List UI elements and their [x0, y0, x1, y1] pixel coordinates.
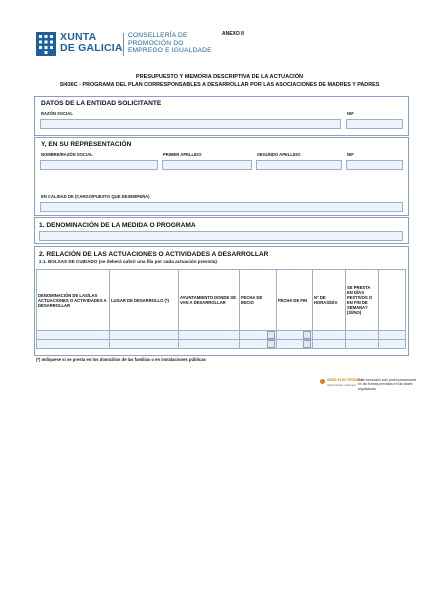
sede-electronica-stamp — [320, 378, 420, 392]
xunta-logo — [36, 32, 221, 58]
rep-capacity-input[interactable] — [40, 202, 403, 212]
row1-fecha-fin-input[interactable] — [277, 331, 313, 340]
row2-denominacion-input[interactable] — [37, 340, 110, 349]
stamp-url[interactable]: https://sede.xunta.gal — [327, 383, 356, 387]
measure-section-title: 1. DENOMINACIÓN DE LA MEDIDA O PROGRAMA — [39, 222, 196, 229]
table-row — [37, 331, 406, 340]
dept-line-3: EMPREGO E IGUALDADE — [128, 47, 212, 55]
row2-fecha-inicio-input[interactable] — [240, 340, 277, 349]
rep-capacity-label: EN CALIDAD DE (CARGO/PUESTO QUE DESEMPEÑA) — [41, 194, 150, 199]
logo-divider — [123, 33, 124, 56]
stamp-notice: Este formulario sólo podrá presentarse en las formas previstas en las bases reguladoras — [358, 378, 417, 391]
dept-line-2: PROMOCIÓN DO — [128, 39, 184, 47]
activities-header-row — [37, 270, 406, 331]
representation-section — [34, 137, 409, 216]
col-ayuntamiento: AYUNTAMIENTO DONDE SE VAN A DESARROLLAR — [179, 270, 240, 331]
calendar-icon[interactable] — [267, 331, 275, 339]
rep-surname2-label: SEGUNDO APELLIDO — [257, 152, 301, 157]
measure-section — [34, 217, 409, 244]
logo-line-1: XUNTA — [60, 31, 97, 43]
row1-extra — [379, 331, 406, 340]
rep-name-input[interactable] — [40, 160, 158, 170]
annex-label: ANEXO II — [222, 31, 244, 37]
row2-ayuntamiento-input[interactable] — [179, 340, 240, 349]
razon-social-input[interactable] — [40, 119, 341, 129]
rep-nif-input[interactable] — [346, 160, 403, 170]
activities-footnote: (*) Indíquese si se presta en los domicilios de las familias o en instalaciones públicas — [36, 357, 206, 362]
activities-subtitle-bold: 2.1. BOLSAS DE CUIDADO — [39, 259, 98, 264]
rep-name-label: NOMBRE/RAZÓN SOCIAL — [41, 152, 93, 157]
sede-seal-icon — [320, 379, 325, 384]
row1-horas-input[interactable] — [313, 331, 346, 340]
rep-surname2-input[interactable] — [256, 160, 342, 170]
col-denominacion: DENOMINACIÓN DE LAS/LAS ACTUACIONES O ACTIVIDADES A DESARROLLAR — [37, 270, 110, 331]
row1-festivos-input[interactable] — [346, 331, 379, 340]
row2-festivos-input[interactable] — [346, 340, 379, 349]
col-extra — [379, 270, 406, 331]
col-fecha-inicio: FECHA DE INICIO — [240, 270, 277, 331]
department-name — [128, 32, 212, 55]
rep-nif-label: NIF — [347, 152, 354, 157]
row2-extra — [379, 340, 406, 349]
table-row — [37, 340, 406, 349]
dept-line-1: CONSELLERÍA DE — [128, 32, 188, 39]
row1-ayuntamiento-input[interactable] — [179, 331, 240, 340]
activities-section-title: 2. RELACIÓN DE LAS ACTUACIONES O ACTIVIDADES A DESARROLLAR — [39, 251, 269, 258]
activities-table — [36, 269, 406, 349]
xunta-emblem-icon — [36, 32, 56, 56]
applicant-nif-input[interactable] — [346, 119, 403, 129]
row1-lugar-input[interactable] — [110, 331, 179, 340]
logo-wordmark — [60, 32, 123, 54]
row2-fecha-fin-input[interactable] — [277, 340, 313, 349]
col-horas-dia: Nº DE HORAS/DÍA — [313, 270, 346, 331]
col-fecha-fin: FECHA DE FIN — [277, 270, 313, 331]
applicant-nif-label: NIF — [347, 111, 354, 116]
activities-subtitle-note: (se deberá cubrir una fila por cada actuación prevista) — [98, 259, 217, 264]
col-festivos: SE PRESTA EN DÍAS FESTIVOS O EN FIN DE SEMANA? (SÍ/NO) — [346, 270, 379, 331]
applicant-section-title: DATOS DE LA ENTIDAD SOLICITANTE — [41, 100, 162, 107]
measure-input[interactable] — [39, 231, 403, 241]
representation-section-title: Y, EN SU REPRESENTACIÓN — [41, 141, 132, 148]
col-lugar: LUGAR DE DESARROLLO (*) — [110, 270, 179, 331]
calendar-icon[interactable] — [303, 340, 311, 348]
activities-section — [34, 246, 409, 362]
row1-denominacion-input[interactable] — [37, 331, 110, 340]
row2-lugar-input[interactable] — [110, 340, 179, 349]
rep-surname1-input[interactable] — [162, 160, 252, 170]
applicant-section — [34, 96, 409, 136]
calendar-icon[interactable] — [267, 340, 275, 348]
stamp-brand: SEDE ELECTRÓNICA — [327, 378, 363, 382]
row2-horas-input[interactable] — [313, 340, 346, 349]
document-title: PRESUPUESTO Y MEMORIA DESCRIPTIVA DE LA ACTUACIÓN — [135, 74, 304, 80]
razon-social-label: RAZÓN SOCIAL — [41, 111, 73, 116]
document-subtitle: SI436C - PROGRAMA DEL PLAN CORRESPONSABLES A DESARROLLAR POR LAS ASOCIACIONES DE MADRES Y PADRES — [59, 82, 380, 88]
rep-surname1-label: PRIMER APELLIDO — [163, 152, 202, 157]
activities-subtitle — [39, 259, 217, 264]
calendar-icon[interactable] — [303, 331, 311, 339]
logo-line-2: DE GALICIA — [60, 42, 123, 54]
row1-fecha-inicio-input[interactable] — [240, 331, 277, 340]
